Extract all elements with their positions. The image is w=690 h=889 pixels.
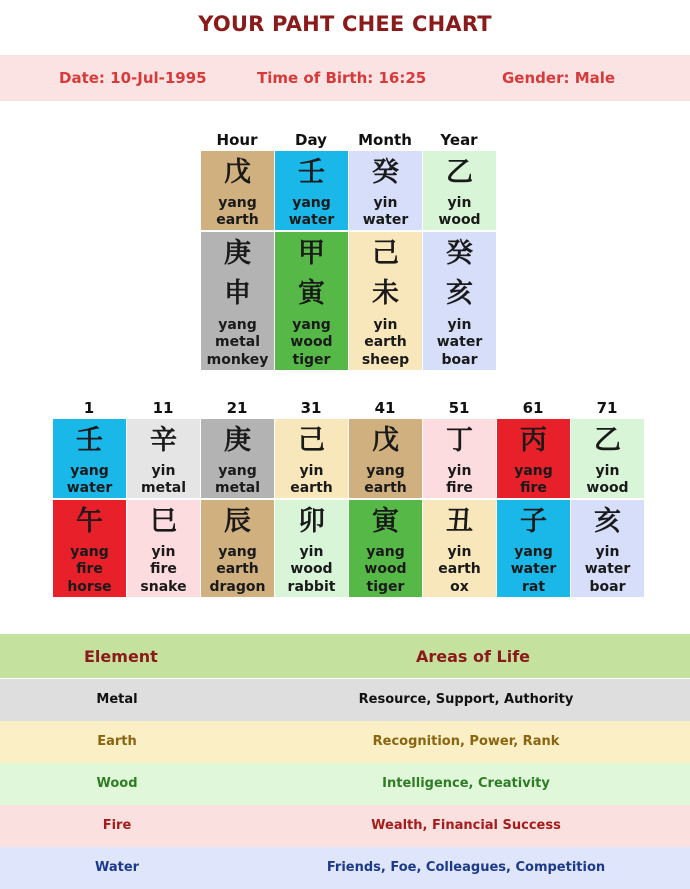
stem-character: 丁	[446, 425, 473, 456]
stem-character: 癸	[372, 157, 399, 188]
stem-character: 辛	[150, 425, 177, 456]
element-label: fire	[520, 480, 547, 496]
branch-character: 辰	[224, 506, 251, 537]
stem-character: 戊	[224, 157, 251, 188]
birth-info-bar	[0, 55, 690, 101]
luck-branch-cell	[423, 500, 496, 597]
branch-character: 亥	[446, 278, 473, 309]
polarity-label: yin	[447, 463, 472, 479]
element-name: Fire	[102, 818, 132, 833]
hidden-stem-character: 庚	[224, 238, 251, 269]
luck-branch-cell	[497, 500, 570, 597]
polarity-label: yin	[595, 544, 620, 560]
branch-character: 寅	[298, 278, 325, 309]
polarity-label: yin	[595, 463, 620, 479]
polarity-label: yang	[218, 317, 257, 333]
element-label: earth	[364, 480, 407, 496]
element-label: fire	[150, 561, 177, 577]
animal-label: horse	[67, 579, 112, 595]
element-table-row	[0, 805, 690, 847]
polarity-label: yang	[218, 544, 257, 560]
element-label: wood	[586, 480, 629, 496]
polarity-label: yin	[151, 463, 176, 479]
element-table-row	[0, 679, 690, 721]
earthly-branch-cell	[423, 232, 496, 370]
element-label: metal	[140, 480, 187, 496]
heavenly-stem-cell	[201, 151, 274, 230]
areas-of-life: Resource, Support, Authority	[358, 692, 574, 707]
animal-label: tiger	[366, 579, 405, 595]
branch-character: 卯	[298, 506, 325, 537]
hidden-stem-character: 己	[372, 238, 399, 269]
areas-of-life: Intelligence, Creativity	[382, 776, 550, 791]
branch-character: 丑	[446, 506, 473, 537]
polarity-label: yang	[292, 317, 331, 333]
pillar-header: Year	[440, 131, 478, 149]
animal-label: ox	[450, 579, 469, 595]
polarity-label: yin	[299, 544, 324, 560]
luck-age-header: 61	[522, 399, 544, 417]
animal-label: sheep	[361, 352, 410, 368]
polarity-label: yang	[366, 544, 405, 560]
branch-character: 亥	[594, 506, 621, 537]
pillar-header: Hour	[216, 131, 258, 149]
polarity-label: yang	[366, 463, 405, 479]
stem-character: 戊	[372, 425, 399, 456]
luck-age-header: 31	[300, 399, 322, 417]
branch-character: 未	[372, 278, 399, 309]
earthly-branch-cell	[201, 232, 274, 370]
page-title: YOUR PAHT CHEE CHART	[198, 12, 492, 36]
element-label: wood	[364, 561, 407, 577]
earthly-branch-cell	[349, 232, 422, 370]
polarity-label: yang	[218, 463, 257, 479]
pillar-header: Day	[295, 131, 327, 149]
polarity-label: yin	[373, 317, 398, 333]
element-label: earth	[216, 212, 259, 228]
luck-branch-cell	[275, 500, 348, 597]
luck-stem-cell	[349, 419, 422, 498]
stem-character: 乙	[446, 157, 473, 188]
polarity-label: yin	[447, 317, 472, 333]
hidden-stem-character: 癸	[446, 238, 473, 269]
polarity-label: yang	[70, 463, 109, 479]
polarity-label: yang	[514, 544, 553, 560]
element-label: earth	[438, 561, 481, 577]
luck-stem-cell	[127, 419, 200, 498]
element-label: earth	[290, 480, 333, 496]
hidden-stem-character: 甲	[298, 238, 325, 269]
branch-character: 午	[76, 506, 103, 537]
stem-character: 庚	[224, 425, 251, 456]
element-label: earth	[364, 334, 407, 350]
earthly-branch-cell	[275, 232, 348, 370]
element-label: water	[436, 334, 483, 350]
polarity-label: yang	[70, 544, 109, 560]
luck-stem-cell	[275, 419, 348, 498]
branch-character: 寅	[372, 506, 399, 537]
polarity-label: yin	[447, 195, 472, 211]
animal-label: monkey	[206, 352, 269, 368]
polarity-label: yin	[447, 544, 472, 560]
areas-of-life: Wealth, Financial Success	[371, 818, 561, 833]
element-table-row	[0, 847, 690, 889]
birth-time: Time of Birth: 16:25	[257, 69, 427, 87]
luck-age-header: 11	[152, 399, 174, 417]
element-label: water	[510, 561, 557, 577]
birth-date: Date: 10-Jul-1995	[59, 69, 207, 87]
luck-branch-cell	[201, 500, 274, 597]
luck-age-header: 71	[596, 399, 618, 417]
element-label: fire	[446, 480, 473, 496]
luck-age-header: 1	[83, 399, 95, 417]
areas-column-header: Areas of Life	[416, 647, 531, 666]
animal-label: tiger	[292, 352, 331, 368]
luck-age-header: 51	[448, 399, 470, 417]
gender: Gender: Male	[502, 69, 616, 87]
animal-label: rabbit	[287, 579, 336, 595]
element-label: fire	[76, 561, 103, 577]
element-label: metal	[214, 480, 261, 496]
heavenly-stem-cell	[275, 151, 348, 230]
element-label: earth	[216, 561, 259, 577]
luck-branch-cell	[53, 500, 126, 597]
element-label: wood	[290, 334, 333, 350]
polarity-label: yang	[218, 195, 257, 211]
luck-branch-cell	[349, 500, 422, 597]
areas-of-life: Friends, Foe, Colleagues, Competition	[326, 860, 606, 875]
branch-character: 申	[224, 278, 251, 309]
heavenly-stem-cell	[423, 151, 496, 230]
element-label: water	[288, 212, 335, 228]
stem-character: 乙	[594, 425, 621, 456]
element-label: wood	[438, 212, 481, 228]
branch-character: 子	[520, 506, 547, 537]
element-label: metal	[214, 334, 261, 350]
animal-label: boar	[441, 352, 478, 368]
luck-stem-cell	[201, 419, 274, 498]
element-name: Water	[94, 860, 140, 875]
element-name: Metal	[96, 692, 138, 707]
element-column-header: Element	[84, 647, 158, 666]
animal-label: boar	[589, 579, 626, 595]
element-table-row	[0, 721, 690, 763]
polarity-label: yin	[373, 195, 398, 211]
polarity-label: yang	[514, 463, 553, 479]
luck-branch-cell	[571, 500, 644, 597]
stem-character: 壬	[76, 425, 103, 456]
luck-stem-cell	[497, 419, 570, 498]
luck-branch-cell	[127, 500, 200, 597]
animal-label: dragon	[209, 579, 266, 595]
polarity-label: yang	[292, 195, 331, 211]
element-label: water	[362, 212, 409, 228]
element-table-row	[0, 763, 690, 805]
stem-character: 己	[298, 425, 325, 456]
animal-label: snake	[140, 579, 187, 595]
areas-of-life: Recognition, Power, Rank	[372, 734, 560, 749]
element-name: Earth	[97, 734, 137, 749]
element-label: water	[66, 480, 113, 496]
element-label: water	[584, 561, 631, 577]
element-table-header	[0, 634, 690, 678]
heavenly-stem-cell	[349, 151, 422, 230]
stem-character: 壬	[298, 157, 325, 188]
luck-stem-cell	[571, 419, 644, 498]
element-label: wood	[290, 561, 333, 577]
pillar-header: Month	[358, 131, 412, 149]
polarity-label: yin	[299, 463, 324, 479]
polarity-label: yin	[151, 544, 176, 560]
animal-label: rat	[521, 579, 546, 595]
luck-stem-cell	[423, 419, 496, 498]
luck-stem-cell	[53, 419, 126, 498]
stem-character: 丙	[520, 425, 547, 456]
luck-age-header: 21	[226, 399, 248, 417]
luck-age-header: 41	[374, 399, 396, 417]
element-name: Wood	[96, 776, 138, 791]
branch-character: 巳	[150, 506, 177, 537]
